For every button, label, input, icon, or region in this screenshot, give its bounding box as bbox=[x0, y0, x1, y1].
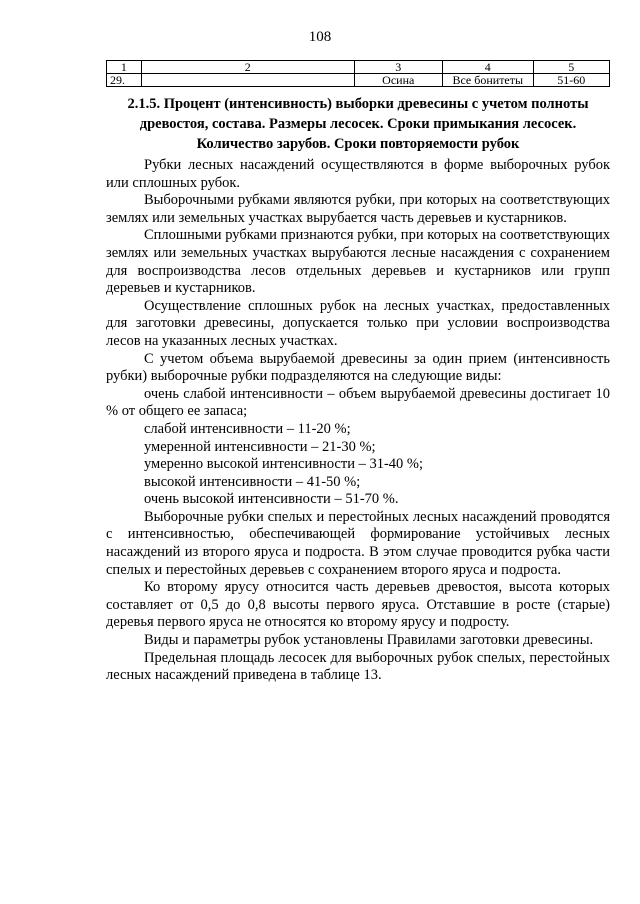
paragraph: Выборочные рубки спелых и перестойных лесных насаждений проводятся с интенсивностью, обеспечивающей формирование устойчивых лесных насаждений из второго яруса и подроста. В этом случае проводится рубка части спелых и перестойных деревьев с сохранением второго яруса и подроста. bbox=[106, 508, 610, 578]
table-row bbox=[107, 74, 610, 87]
section-title-line: древостоя, состава. Размеры лесосек. Сроки примыкания лесосек. bbox=[139, 116, 577, 132]
table-header-row bbox=[107, 61, 610, 74]
paragraph: Предельная площадь лесосек для выборочных рубок спелых, перестойных лесных насаждений приведена в таблице 13. bbox=[106, 649, 610, 684]
table-header-cell: 4 bbox=[442, 61, 533, 74]
table-cell: 29. bbox=[107, 74, 142, 87]
section-title bbox=[106, 94, 610, 154]
table-header-cell: 3 bbox=[354, 61, 442, 74]
table-header-cell: 2 bbox=[141, 61, 354, 74]
table-cell: Осина bbox=[354, 74, 442, 87]
table-cell: Все бонитеты bbox=[442, 74, 533, 87]
list-item: слабой интенсивности – 11-20 %; bbox=[144, 420, 351, 437]
paragraph: Рубки лесных насаждений осуществляются в форме выборочных рубок или сплошных рубок. bbox=[106, 157, 610, 191]
table-header-cell: 1 bbox=[107, 61, 142, 74]
section-title-line: Количество зарубов. Сроки повторяемости рубок bbox=[196, 136, 520, 152]
list-item: умеренной интенсивности – 21-30 %; bbox=[144, 438, 376, 455]
table-cell bbox=[141, 74, 354, 87]
paragraph: Осуществление сплошных рубок на лесных участках, предоставленных для заготовки древесины, допускается только при условии воспроизводства лесов на указанных лесных участках. bbox=[106, 297, 610, 349]
body-text bbox=[106, 157, 610, 685]
paragraph: Ко второму ярусу относится часть деревьев древостоя, высота которых составляет от 0,5 до 0,8 высоты первого яруса. Отставшие в росте (старые) деревья первого яруса не относятся ко второму ярусу и подросту. bbox=[106, 579, 610, 631]
paragraph: С учетом объема вырубаемой древесины за один прием (интенсивность рубки) выборочные рубки подразделяются на следующие виды: bbox=[106, 350, 610, 385]
list-item: очень высокой интенсивности – 51-70 %. bbox=[144, 491, 399, 508]
list-item: высокой интенсивности – 41-50 %; bbox=[144, 473, 361, 490]
section-title-line: 2.1.5. Процент (интенсивность) выборки древесины с учетом полноты bbox=[127, 96, 589, 112]
paragraph: Сплошными рубками признаются рубки, при которых на соответствующих землях или земельных участках вырубаются лесные насаждения с сохранением для воспроизводства лесов отдельных деревьев и кустарников или групп деревьев и кустарников. bbox=[106, 227, 610, 297]
table-header-cell: 5 bbox=[533, 61, 609, 74]
paragraph: Выборочными рубками являются рубки, при которых на соответствующих землях или земельных участках вырубается часть деревьев и кустарников. bbox=[106, 192, 610, 226]
paragraph: Виды и параметры рубок установлены Правилами заготовки древесины. bbox=[144, 632, 594, 649]
table-cell: 51-60 bbox=[533, 74, 609, 87]
continuation-table bbox=[106, 60, 610, 87]
list-item: умеренно высокой интенсивности – 31-40 %; bbox=[144, 456, 424, 473]
list-item: очень слабой интенсивности – объем вырубаемой древесины достигает 10 % от общего ее запаса; bbox=[106, 385, 610, 420]
page-number: 108 bbox=[308, 29, 332, 45]
